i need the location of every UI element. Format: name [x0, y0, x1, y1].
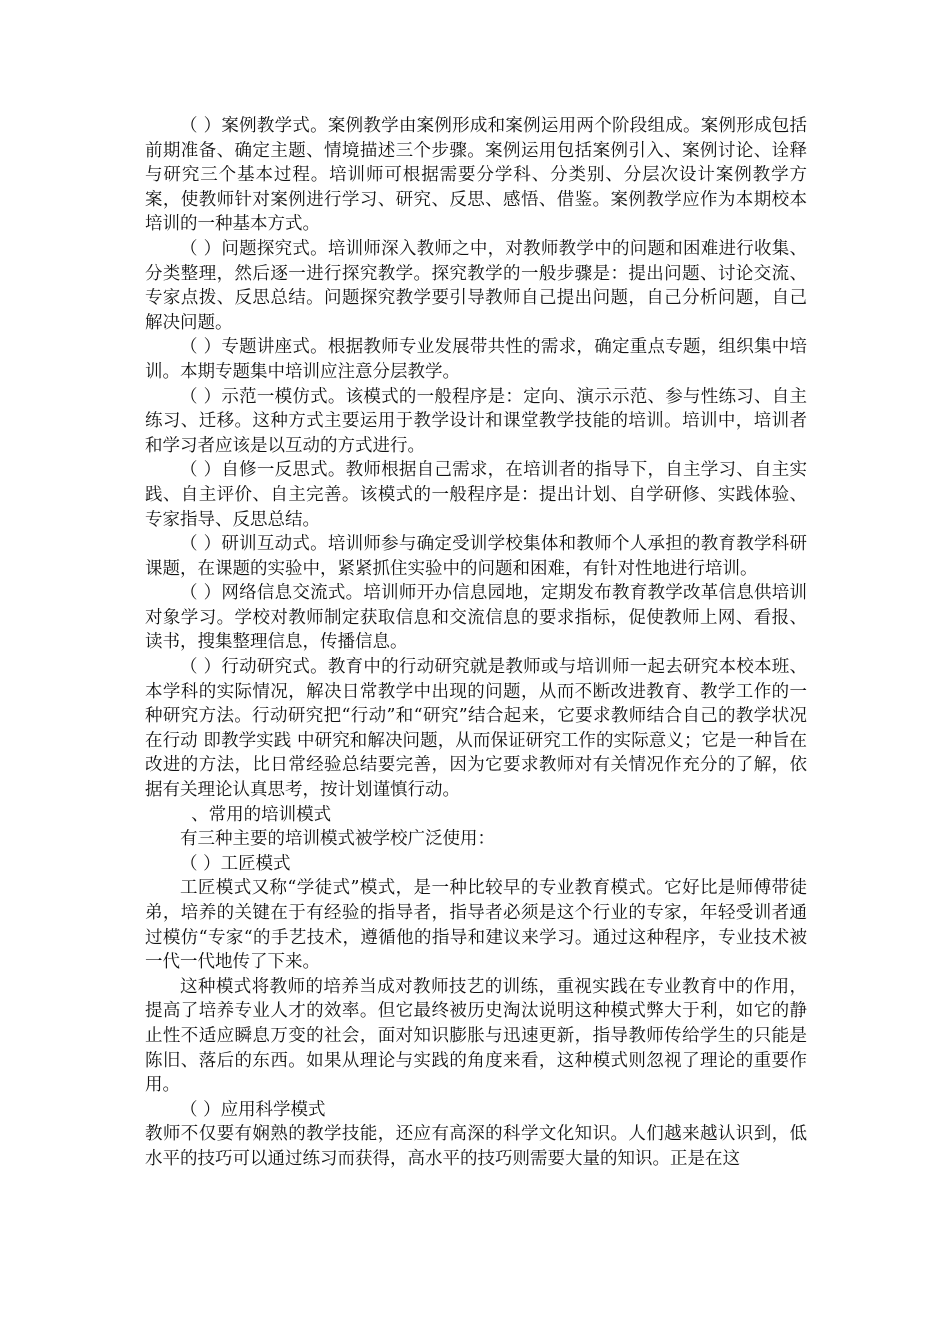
paragraph-problem-inquiry: （ ）问题探究式。培训师深入教师之中，对教师教学中的问题和困难进行收集、分类整理，然后逐一进行探究教学。探究教学的一般步骤是：提出问题、讨论交流、专家点拨、反思总结。问题探究教学要引导教师自己提出问题，自己分析问题，自己解决问题。	[145, 238, 807, 333]
paragraph-intro-three-modes: 有三种主要的培训模式被学校广泛使用：	[180, 829, 495, 850]
subheading-applied-science-mode: （ ）应用科学模式	[180, 1099, 326, 1120]
section-heading-training-modes: 、常用的培训模式	[180, 804, 332, 825]
subheading-craftsman-mode: （ ）工匠模式	[180, 853, 291, 874]
paragraph-action-research: （ ）行动研究式。教育中的行动研究就是教师或与培训师一起去研究本校本班、本学科的实际情况，解决日常教学中出现的问题，从而不断改进教育、教学工作的一种研究方法。行动研究把“行动”和“研究”结合起来，它要求教师结合自己的教学状况在行动 即教学实践 中研究和解决问题，从而保证研究工作的实际意义；它是一种旨在改进的方法，比日常经验总结要完善，因为它要求教师对有关情况作充分的了解，依据有关理论认真思考，按计划谨慎行动。	[145, 657, 807, 801]
paragraph-demonstration-imitation: （ ）示范一模仿式。该模式的一般程序是：定向、演示示范、参与性练习、自主练习、迁移。这种方式主要运用于教学设计和课堂教学技能的培训。培训中，培训者和学习者应该是以互动的方式进行。	[145, 386, 807, 456]
paragraph-craftsman-description: 工匠模式又称“学徒式”模式，是一种比较早的专业教育模式。它好比是师傅带徒弟，培养的关键在于有经验的指导者，指导者必须是这个行业的专家，年轻受训者通过模仿“专家“的手艺技术，遵循他的指导和建议来学习。通过这种程序，专业技术被一代一代地传了下来。	[145, 878, 807, 973]
paragraph-network-information: （ ）网络信息交流式。培训师开办信息园地，定期发布教育教学改革信息供培训对象学习。学校对教师制定获取信息和交流信息的要求指标，促使教师上网、看报、读书，搜集整理信息，传播信息。	[145, 583, 807, 653]
paragraph-case-teaching: （ ）案例教学式。案例教学由案例形成和案例运用两个阶段组成。案例形成包括前期准备、确定主题、情境描述三个步骤。案例运用包括案例引入、案例讨论、诠释与研究三个基本过程。培训师可根据需要分学科、分类别、分层次设计案例教学方案，使教师针对案例进行学习、研究、反思、感悟、借鉴。案例教学应作为本期校本培训的一种基本方式。	[145, 116, 807, 235]
paragraph-topic-lecture: （ ）专题讲座式。根据教师专业发展带共性的需求，确定重点专题，组织集中培训。本期专题集中培训应注意分层教学。	[145, 337, 807, 382]
paragraph-research-training: （ ）研训互动式。培训师参与确定受训学校集体和教师个人承担的教育教学科研课题，在课题的实验中，紧紧抓住实验中的问题和困难，有针对性地进行培训。	[145, 534, 807, 579]
paragraph-craftsman-evaluation: 这种模式将教师的培养当成对教师技艺的训练，重视实践在专业教育中的作用，提高了培养专业人才的效率。但它最终被历史淘汰说明这种模式弊大于利，如它的静止性不适应瞬息万变的社会，面对知识膨胀与迅速更新，指导教师传给学生的只能是陈旧、落后的东西。如果从理论与实践的角度来看，这种模式则忽视了理论的重要作用。	[145, 976, 807, 1096]
paragraph-applied-science-description: 教师不仅要有娴熟的教学技能，还应有高深的科学文化知识。人们越来越认识到，低水平的技巧可以通过练习而获得，高水平的技巧则需要大量的知识。正是在这	[145, 1124, 807, 1169]
paragraph-self-study-reflection: （ ）自修一反思式。教师根据自己需求，在培训者的指导下，自主学习、自主实践、自主评价、自主完善。该模式的一般程序是：提出计划、自学研修、实践体验、专家指导、反思总结。	[145, 460, 807, 530]
document-body	[145, 114, 807, 1172]
